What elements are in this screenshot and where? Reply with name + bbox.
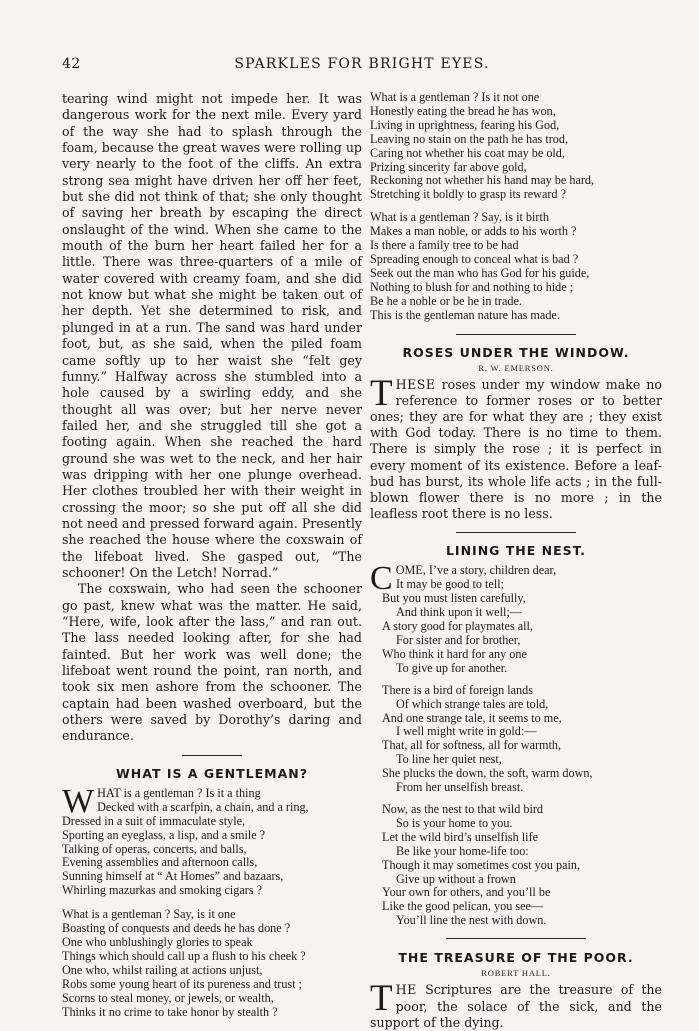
section-title-gentleman: WHAT IS A GENTLEMAN?: [116, 765, 308, 781]
poem-line: Your own for others, and you’ll be: [382, 885, 551, 900]
poem-stanza: [62, 908, 362, 1019]
poem-line: What is a gentleman ? Say, is it birth: [370, 210, 549, 225]
author-byline: R. W. EMERSON.: [478, 362, 554, 373]
poem-gentleman-continued: [370, 91, 662, 323]
poem-line: One who unblushingly glories to speak: [62, 935, 253, 949]
poem-line: It may be good to tell;: [396, 577, 504, 592]
poem-line: Living in uprightness, fearing his God,: [370, 117, 560, 132]
poem-line: Whirling mazurkas and smoking cigars ?: [62, 883, 263, 898]
poem-gentleman: [62, 782, 362, 1020]
treasure-text: Scriptures are the treasure of the poor, the solace of the sick, and the support of the dying.: [370, 982, 662, 1030]
drop-cap: T: [370, 372, 393, 414]
story-paragraph: The coxswain, who had seen the schooner go past, knew what was the matter. He said, “Here, wife, look after the lass,” and ran out. The lass needed looking after, for she had fainted. But her work was well done; the lifeboat went round the point, ran north, and took six men ashore from the schooner. The captain had been washed overboard, but the others were saved by Dorothy’s daring and endurance.: [62, 581, 362, 744]
story-paragraph: tearing wind might not impede her. It was dangerous work for the next mile. Every yard of the way she had to splash through the foam, because the great waves were rolling up very nearly to the foot of the cliffs. An extra strong sea might have driven her off her feet, but she did not think of that; she only thought of saving her breath by escaping the direct onslaught of the wind. When she came to the mouth of the burn her heart failed her for a little. There was three-quarters of a mile of water covered with creamy foam, and she did not know but what she might be taken out of her depth. Yet she determined to risk, and plunged in at a run. The sand was hard under foot, but, as she said, when the piled foam came softly up to her waist she “felt gey funny.” Halfway across she stumbled into a hole caused by a swirling eddy, and she thought all was over; but her nerve never failed her, and she struggled till she got a footing again. When she reached the hard ground she was wet to the neck, and her hair was dripping with her one plunge overhead. Her clothes troubled her with their weight in crossing the moor; so she put off all she did not need and pressed forward again. Presently she reached the house where the coxswain of the lifeboat lived. She gasped out, “The schooner! On the Letch! Norrad.”: [62, 91, 362, 580]
poem-line: OME, I’ve a story, children dear,: [395, 563, 557, 578]
poem-stanza: [370, 211, 662, 322]
poem-line: So is your home to you.: [396, 815, 513, 830]
section-divider: [446, 938, 586, 939]
poem-line: Is there a family tree to be had: [370, 238, 519, 253]
poem-line: But you must listen carefully,: [382, 591, 526, 606]
poem-line: Be he a noble or be he in trade.: [370, 293, 522, 308]
poem-line: Things which should call up a flush to his cheek ?: [62, 948, 306, 963]
poem-line: Reckoning not whether his hand may be hard,: [370, 173, 595, 188]
poem-line: To give up for another.: [396, 660, 508, 675]
poem-line: One who, whilst railing at actions unjust,: [62, 962, 263, 977]
poem-line: Stretching it boldly to grasp its reward ?: [370, 187, 566, 202]
poem-line: Now, as the nest to that wild bird: [382, 802, 544, 817]
left-column: [62, 91, 362, 1019]
poem-line: Thinks it no crime to take honor by stealth ?: [62, 1004, 278, 1019]
poem-line: Honestly eating the bread he has won,: [370, 103, 556, 118]
poem-line: Like the good pelican, you see—: [382, 899, 544, 914]
running-head: SPARKLES FOR BRIGHT EYES.: [234, 56, 490, 72]
poem-line: You’ll line the nest with down.: [396, 913, 547, 928]
poem-line: From her unselfish breast.: [396, 780, 524, 795]
poem-stanza: [62, 782, 362, 898]
roses-text: roses under my window make no reference to former roses or to better ones; they are for what they are ; they exist with God today. There is no time to them. There is simply the rose ; it is perfect in every moment of its existence. Before a leaf-bud has burst, its whole life acts ; in the full-blown flower there is no more ; in the leafless root there is no less.: [370, 376, 662, 522]
right-column: [370, 91, 662, 1031]
poem-line: She plucks the down, the soft, warm down,: [382, 766, 593, 781]
poem-line: What is a gentleman ? Is it not one: [370, 90, 540, 104]
section-divider: [182, 755, 242, 756]
poem-stanza: [370, 91, 662, 202]
section-title-nest: LINING THE NEST.: [445, 543, 587, 559]
poem-line: To line her quiet nest,: [396, 752, 502, 767]
drop-cap: T: [370, 978, 393, 1020]
poem-line: Caring not whether his coat may be old,: [370, 145, 565, 160]
drop-cap: C: [370, 560, 393, 598]
poem-line: Leaving no stain on the path he has trod,: [370, 131, 568, 146]
poem-stanza: [382, 684, 662, 795]
section-title-roses: ROSES UNDER THE WINDOW.: [402, 344, 630, 360]
poem-line: Prizing sincerity far above gold,: [370, 159, 527, 174]
poem-line: Nothing to blush for and nothing to hide ;: [370, 279, 574, 294]
poem-stanza: [382, 803, 662, 928]
page-header: [62, 56, 662, 76]
drop-cap: W: [62, 782, 95, 820]
page-number: 42: [62, 56, 81, 72]
poem-line: Scorns to steal money, or jewels, or wealth,: [62, 990, 274, 1005]
poem-line: HAT is a gentleman ? Is it a thing: [97, 785, 261, 800]
poem-nest: [370, 560, 662, 928]
poem-stanza: [370, 560, 662, 675]
poem-line: For sister and for brother,: [396, 633, 521, 648]
poem-line: Seek out the man who has God for his guide,: [370, 265, 590, 280]
poem-line: A story good for playmates all,: [382, 619, 533, 634]
lead-word: HESE: [395, 376, 436, 392]
poem-line: Though it may sometimes cost you pain,: [382, 857, 581, 872]
poem-line: Who think it hard for any one: [382, 646, 527, 661]
poem-line: And one strange tale, it seems to me,: [382, 710, 562, 725]
poem-line: Be like your home-life too:: [396, 843, 529, 858]
author-byline: ROBERT HALL.: [481, 968, 551, 979]
poem-line: Sunning himself at “ At Homes” and bazaars,: [62, 869, 284, 884]
poem-line: Boasting of conquests and deeds he has done ?: [62, 921, 291, 936]
roses-paragraph: [370, 372, 662, 523]
poem-line: Decked with a scarfpin, a chain, and a ring,: [97, 799, 309, 814]
poem-line: Robs some young heart of its pureness and trust ;: [62, 976, 302, 991]
poem-line: And think upon it well;—: [396, 605, 522, 620]
poem-line: Evening assemblies and afternoon calls,: [62, 855, 258, 870]
poem-line: Spreading enough to conceal what is bad ?: [370, 251, 579, 266]
section-title-treasure: THE TREASURE OF THE POOR.: [398, 950, 634, 966]
poem-line: This is the gentleman nature has made.: [370, 307, 560, 322]
poem-line: That, all for softness, all for warmth,: [382, 738, 562, 753]
poem-line: I well might write in gold:—: [396, 724, 537, 739]
poem-line: There is a bird of foreign lands: [382, 682, 533, 697]
lead-word: HE: [395, 982, 417, 998]
treasure-paragraph: [370, 978, 662, 1031]
poem-line: Sporting an eyeglass, a lisp, and a smile ?: [62, 827, 266, 842]
section-divider: [456, 334, 576, 335]
poem-line: What is a gentleman ? Say, is it one: [62, 907, 236, 922]
poem-line: Of which strange tales are told,: [396, 696, 549, 711]
poem-line: Let the wild bird’s unselfish life: [382, 829, 539, 844]
poem-line: Dressed in a suit of immaculate style,: [62, 813, 246, 828]
section-divider: [456, 532, 576, 533]
poem-line: Give up without a frown: [396, 871, 516, 886]
poem-line: Talking of operas, concerts, and balls,: [62, 841, 247, 856]
poem-line: Makes a man noble, or adds to his worth ?: [370, 224, 577, 239]
